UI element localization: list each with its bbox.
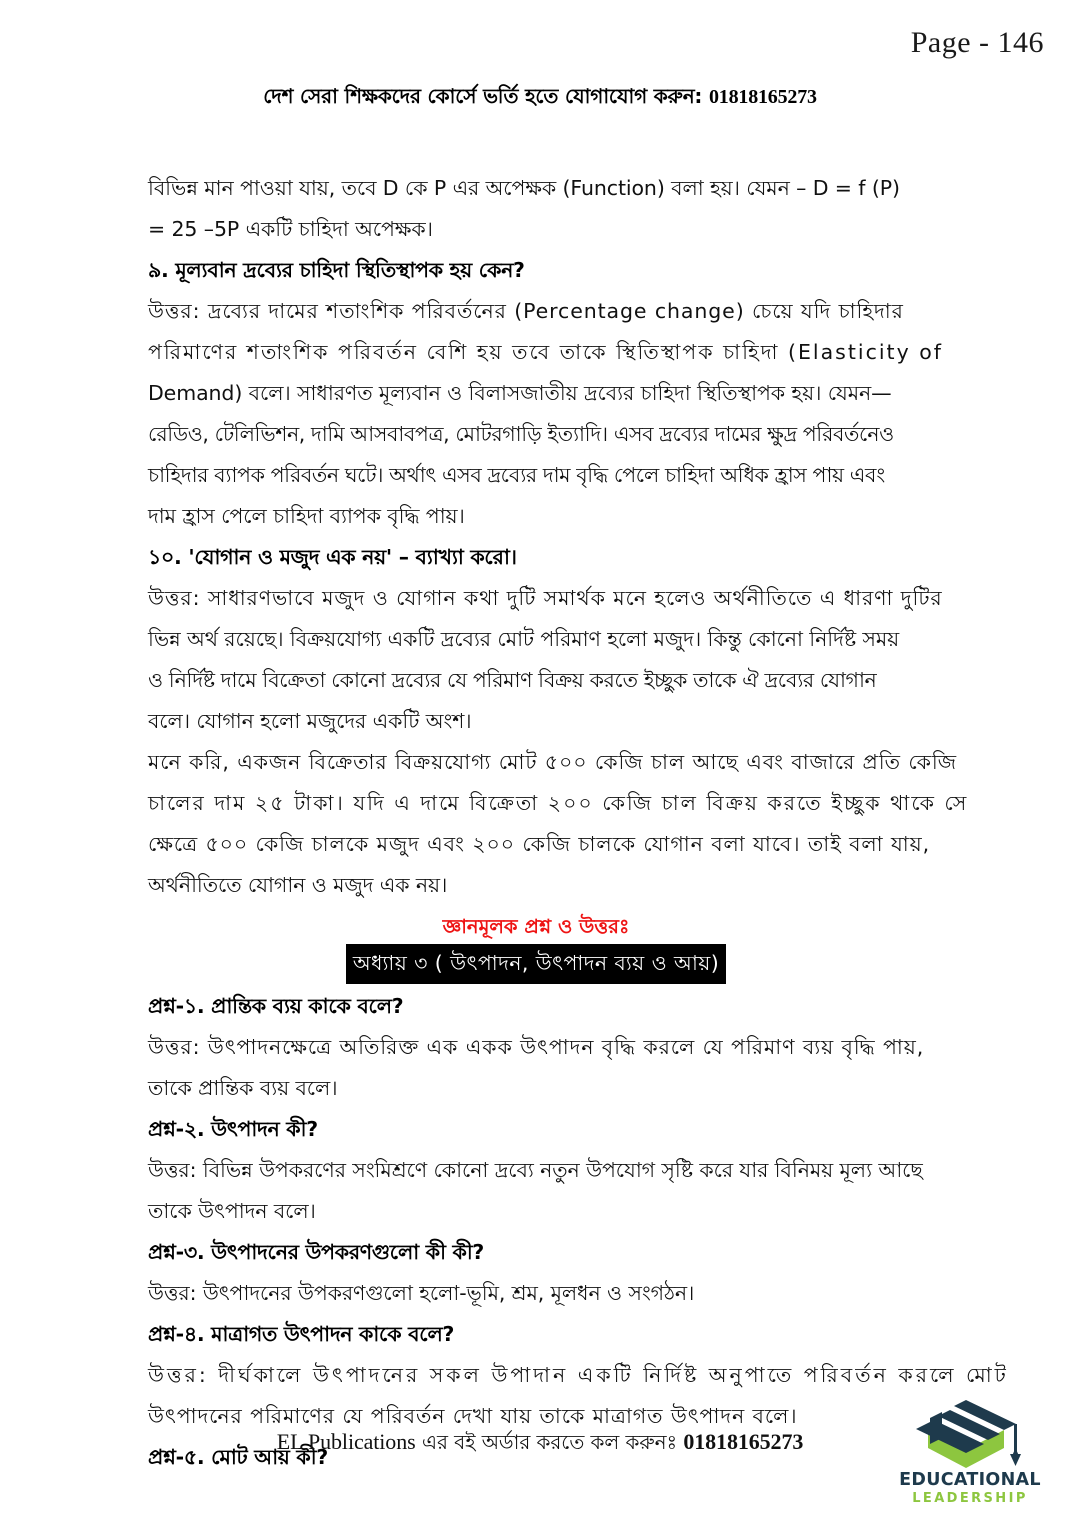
section-red-heading-text: জ্ঞানমূলক প্রশ্ন ও উত্তরঃ (442, 915, 630, 938)
answer-line: বলে। যোগান হলো মজুদের একটি অংশ। (148, 709, 472, 733)
qa-question: প্রশ্ন-৩. উৎপাদনের উপকরণগুলো কী কী? (148, 1240, 485, 1264)
answer-line: উত্তর: দ্রব্যের দামের শতাংশিক পরিবর্তনের (Percentage change) চেয়ে যদি চাহিদার (148, 299, 904, 323)
footer-phone: 01818165273 (683, 1429, 804, 1454)
chapter-badge: অধ্যায় ৩ ( উৎপাদন, উৎপাদন ব্যয় ও আয়) (346, 944, 726, 984)
graduation-cap-logo-icon (904, 1398, 1036, 1470)
example-line: চালের দাম ২৫ টাকা। যদি এ দামে বিক্রেতা ২০০ কেজি চাল বিক্রয় করতে ইচ্ছুক থাকে সে (148, 791, 969, 815)
qa-question: প্রশ্ন-২. উৎপাদন কী? (148, 1117, 318, 1141)
logo-name: EDUCATIONAL (899, 1470, 1041, 1490)
logo-subtitle: LEADERSHIP (912, 1491, 1028, 1506)
example-line: ক্ষেত্রে ৫০০ কেজি চালকে মজুদ এবং ২০০ কেজি চালকে যোগান বলা যাবে। তাই বলা যায়, (148, 832, 930, 856)
qa-answer-line: উৎপাদনের পরিমাণের যে পরিবর্তন দেখা যায় তাকে মাত্রাগত উৎপাদন বলে। (148, 1404, 798, 1428)
promo-text: দেশ সেরা শিক্ষকদের কোর্সে ভর্তি হতে যোগাযোগ করুন: (263, 84, 703, 108)
paragraph-line: = 25 –5P একটি চাহিদা অপেক্ষক। (148, 217, 433, 241)
answer-line: রেডিও, টেলিভিশন, দামি আসবাবপত্র, মোটরগাড়ি ইত্যাদি। এসব দ্রব্যের দামের ক্ষুদ্র পরিবর্তনেও (148, 422, 894, 446)
qa-question: প্রশ্ন-৪. মাত্রাগত উৎপাদন কাকে বলে? (148, 1322, 455, 1346)
answer-line: ও নির্দিষ্ট দামে বিক্রেতা কোনো দ্রব্যের যে পরিমাণ বিক্রয় করতে ইচ্ছুক তাকে ঐ দ্রব্যের যোগান (148, 668, 877, 692)
example-line: মনে করি, একজন বিক্রেতার বিক্রয়যোগ্য মোট ৫০০ কেজি চাল আছে এবং বাজারে প্রতি কেজি (148, 750, 957, 774)
question-9-heading: ৯. মূল্যবান দ্রব্যের চাহিদা স্থিতিস্থাপক হয় কেন? (148, 258, 525, 282)
footer-publisher: EL Publications (276, 1429, 416, 1454)
page-number: Page - 146 (910, 26, 1044, 59)
qa-answer-line: উত্তর: উৎপাদনের উপকরণগুলো হলো-ভূমি, শ্রম, মূলধন ও সংগঠন। (148, 1281, 695, 1305)
chapter-badge-row (148, 944, 924, 984)
promo-contact-line (0, 82, 1080, 115)
qa-answer-line: উত্তর: উৎপাদনক্ষেত্রে অতিরিক্ত এক একক উৎপাদন বৃদ্ধি করলে যে পরিমাণ ব্যয় বৃদ্ধি পায়, (148, 1035, 925, 1059)
qa-answer-line: তাকে উৎপাদন বলে। (148, 1199, 316, 1223)
qa-answer-line: উত্তর: দীর্ঘকালে উৎপাদনের সকল উপাদান একটি নির্দিষ্ট অনুপাতে পরিবর্তন করলে মোট (148, 1363, 1009, 1387)
example-line: অর্থনীতিতে যোগান ও মজুদ এক নয়। (148, 873, 448, 897)
qa-question: প্রশ্ন-৫. মোট আয় কী? (148, 1445, 328, 1469)
qa-answer-line: উত্তর: বিভিন্ন উপকরণের সংমিশ্রণে কোনো দ্রব্যে নতুন উপযোগ সৃষ্টি করে যার বিনিময় মূল্য আছে (148, 1158, 923, 1182)
answer-line: ভিন্ন অর্থ রয়েছে। বিক্রয়যোগ্য একটি দ্রব্যের মোট পরিমাণ হলো মজুদ। কিন্তু কোনো নির্দিষ্ট সময় (148, 627, 900, 651)
section-red-heading (148, 910, 924, 944)
answer-line: উত্তর: সাধারণভাবে মজুদ ও যোগান কথা দুটি সমার্থক মনে হলেও অর্থনীতিতে এ ধারণা দুটির (148, 586, 943, 610)
answer-line: পরিমাণের শতাংশিক পরিবর্তন বেশি হয় তবে তাকে স্থিতিস্থাপক চাহিদা (Elasticity of (148, 340, 943, 364)
question-10-heading: ১০. 'যোগান ও মজুদ এক নয়' – ব্যাখ্যা করো। (148, 545, 517, 569)
educational-leadership-logo (886, 1398, 1054, 1520)
promo-phone: 01818165273 (709, 86, 817, 108)
paragraph-line: বিভিন্ন মান পাওয়া যায়, তবে D কে P এর অপেক্ষক (Function) বলা হয়। যেমন – D = f (P) (148, 176, 900, 200)
footer-text: এর বই অর্ডার করতে কল করুনঃ (415, 1430, 684, 1454)
qa-question: প্রশ্ন-১. প্রান্তিক ব্যয় কাকে বলে? (148, 994, 404, 1018)
answer-line: দাম হ্রাস পেলে চাহিদা ব্যাপক বৃদ্ধি পায়। (148, 504, 465, 528)
qa-answer-line: তাকে প্রান্তিক ব্যয় বলে। (148, 1076, 338, 1100)
answer-line: Demand) বলে। সাধারণত মূল্যবান ও বিলাসজাতীয় দ্রব্যের চাহিদা স্থিতিস্থাপক হয়। যেমন— (148, 381, 892, 405)
content-body (148, 168, 1009, 1478)
answer-line: চাহিদার ব্যাপক পরিবর্তন ঘটে। অর্থাৎ এসব দ্রব্যের দাম বৃদ্ধি পেলে চাহিদা অধিক হ্রাস পায় এবং (148, 463, 885, 487)
